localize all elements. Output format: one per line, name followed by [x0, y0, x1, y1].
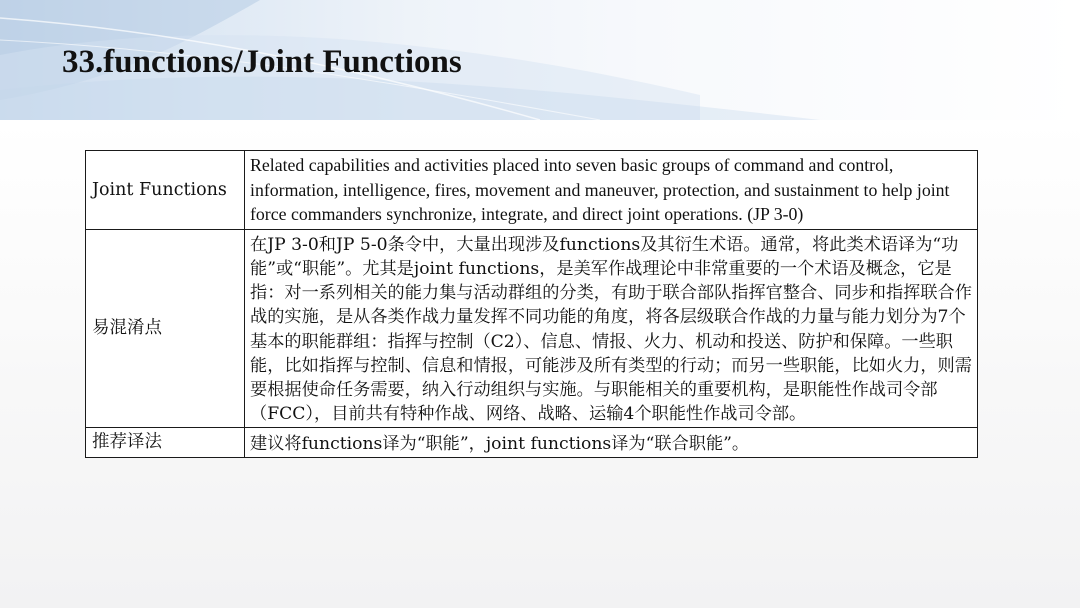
row-label: Joint Functions — [86, 151, 245, 230]
table-row — [86, 229, 978, 428]
slide-title: 33.functions/Joint Functions — [62, 44, 462, 80]
row-content: Related capabilities and activities placed into seven basic groups of command and control, information, intelligence, fires, movement and maneuver, protection, and sustainment to help joint force commanders synchronize, integrate, and direct joint operations. (JP 3-0) — [245, 151, 978, 230]
row-content: 在JP 3-0和JP 5-0条令中，大量出现涉及functions及其衍生术语。通常，将此类术语译为“功能”或“职能”。尤其是joint functions，是美军作战理论中非常重要的一个术语及概念，它是指：对一系列相关的能力集与活动群组的分类，有助于联合部队指挥官整合、同步和指挥联合作战的实施，是从各类作战力量发挥不同功能的角度，将各层级联合作战的力量与能力划分为7个基本的职能群组：指挥与控制（C2）、信息、情报、火力、机动和投送、防护和保障。一些职能，比如指挥与控制、信息和情报，可能涉及所有类型的行动；而另一些职能，比如火力，则需要根据使命任务需要，纳入行动组织与实施。与职能相关的重要机构，是职能性作战司令部（FCC），目前共有特种作战、网络、战略、运输4个职能性作战司令部。 — [245, 229, 978, 428]
row-label: 推荐译法 — [86, 428, 245, 458]
row-content: 建议将functions译为“职能”，joint functions译为“联合职能”。 — [245, 428, 978, 458]
table-row — [86, 151, 978, 230]
table-row — [86, 428, 978, 458]
terminology-table — [85, 150, 978, 458]
row-label: 易混淆点 — [86, 229, 245, 428]
